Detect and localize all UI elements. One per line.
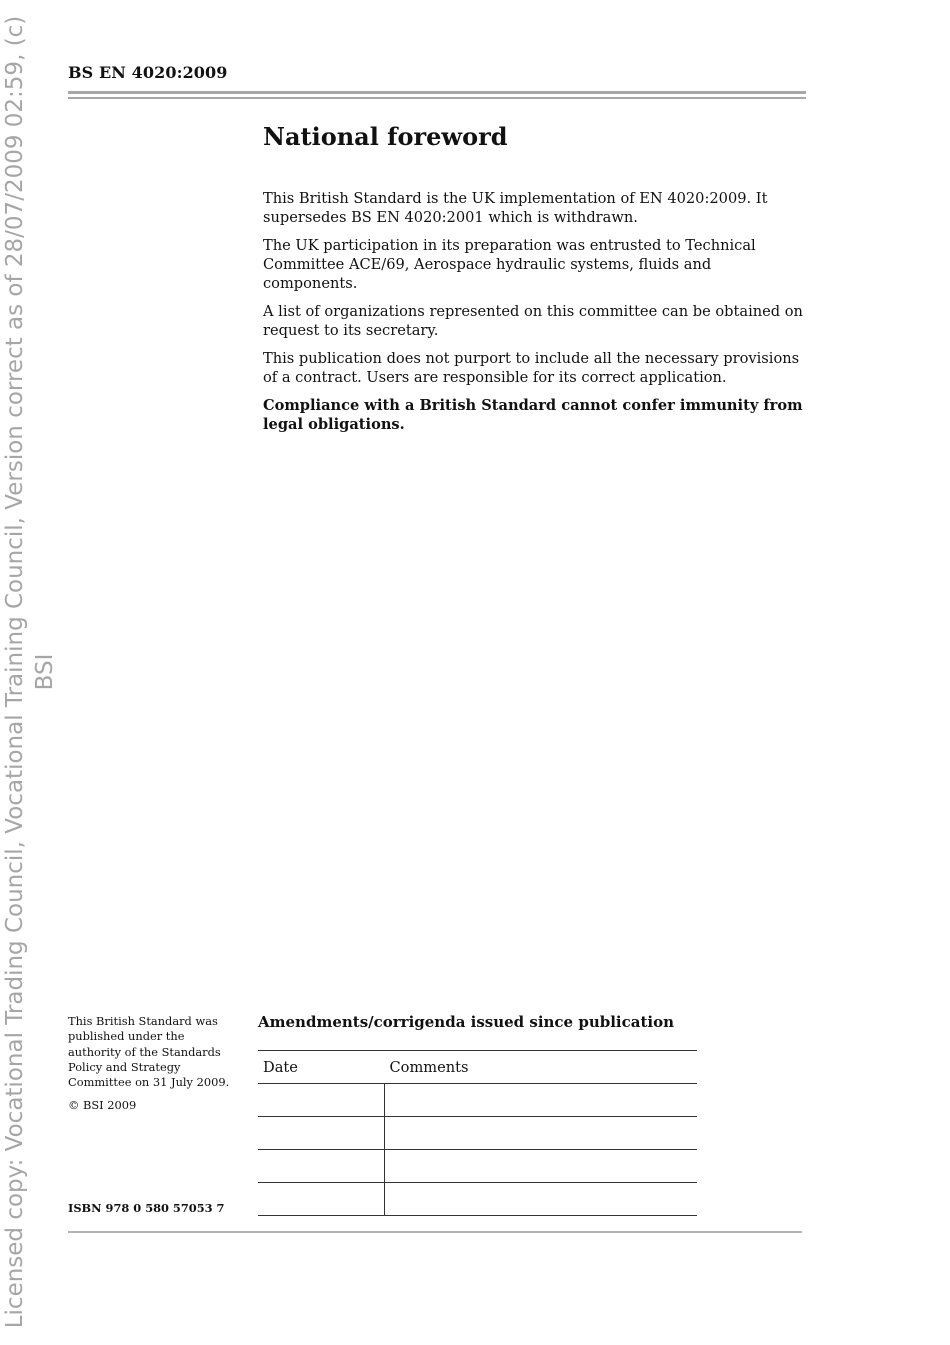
date-cell (258, 1117, 385, 1150)
copyright-notice: © BSI 2009 (68, 1098, 137, 1113)
date-cell (258, 1084, 385, 1117)
publication-note: This British Standard was published under the authority of the Standards Policy and Strategy Committee on 31 July 2009. (68, 1014, 230, 1090)
page-title: National foreword (263, 122, 508, 151)
foreword-paragraph: A list of organizations represented on this committee can be obtained on request to its secretary. (263, 303, 803, 339)
amendments-table (258, 1050, 697, 1216)
standard-code-header: BS EN 4020:2009 (68, 63, 228, 82)
foreword-paragraph: The UK participation in its preparation was entrusted to Technical Committee ACE/69, Aerospace hydraulic systems, fluids and components. (263, 237, 756, 292)
comments-cell (385, 1084, 698, 1117)
amendments-header-row (258, 1051, 697, 1084)
amendments-title: Amendments/corrigenda issued since publication (258, 1013, 674, 1031)
date-cell (258, 1150, 385, 1183)
comments-cell (385, 1150, 698, 1183)
table-row (258, 1150, 697, 1183)
comments-cell (385, 1117, 698, 1150)
license-watermark (0, 0, 60, 1345)
publication-info (68, 1014, 233, 1122)
date-cell (258, 1183, 385, 1216)
license-watermark-text: Licensed copy: Vocational Trading Council, Vocational Training Council, Version correct as of 28/07/2009 02:59, (c) BSI (2, 15, 58, 1329)
column-header-comments: Comments (385, 1051, 698, 1084)
header-rule-bottom (68, 97, 806, 99)
table-row (258, 1183, 697, 1216)
foreword-paragraph: This British Standard is the UK implementation of EN 4020:2009. It supersedes BS EN 4020:2001 which is withdrawn. (263, 190, 768, 226)
foreword-paragraph: This publication does not purport to include all the necessary provisions of a contract. Users are responsible for its correct application. (263, 350, 800, 386)
footer-rule (68, 1231, 802, 1233)
isbn: ISBN 978 0 580 57053 7 (68, 1201, 225, 1215)
comments-cell (385, 1183, 698, 1216)
header-rule-top (68, 91, 806, 94)
foreword-body (263, 189, 803, 443)
compliance-statement: Compliance with a British Standard cannot confer immunity from legal obligations. (263, 397, 803, 433)
column-header-date: Date (258, 1051, 385, 1084)
table-row (258, 1084, 697, 1117)
table-row (258, 1117, 697, 1150)
